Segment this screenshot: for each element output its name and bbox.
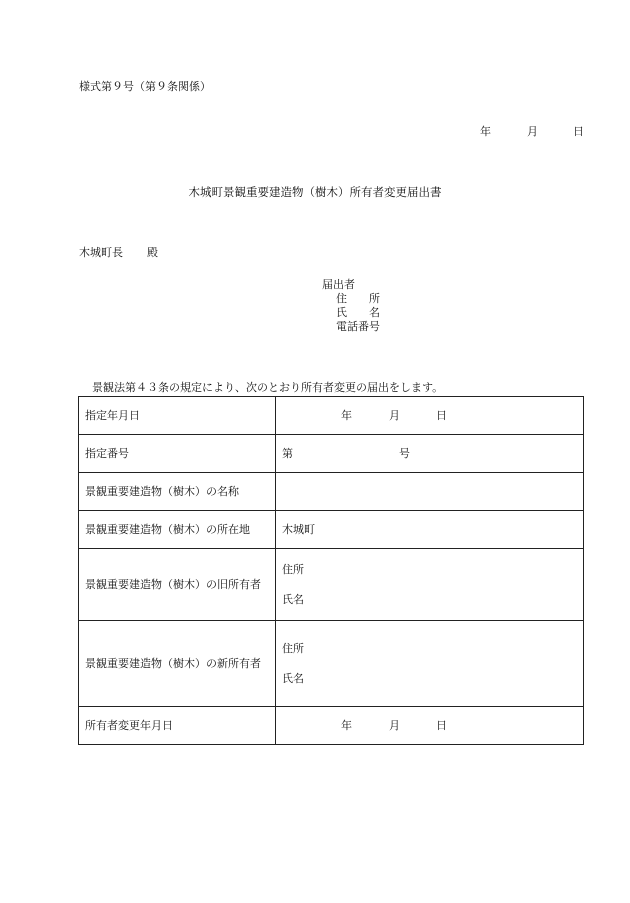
building-name-field[interactable]	[276, 473, 584, 511]
day-label: 日	[436, 409, 447, 422]
applicant-phone-label: 電話番号	[336, 320, 380, 333]
date-year-label: 年	[480, 125, 491, 138]
new-owner-address-label: 住所	[282, 642, 304, 655]
designation-date-label: 指定年月日	[79, 397, 276, 435]
table-row	[79, 707, 584, 745]
number-suffix: 号	[399, 447, 410, 460]
designation-number-label: 指定番号	[79, 435, 276, 473]
form-number: 様式第９号（第９条関係）	[79, 80, 211, 93]
applicant-heading: 届出者	[322, 278, 355, 291]
table-row	[79, 397, 584, 435]
year-label: 年	[341, 409, 352, 422]
table-row	[79, 511, 584, 549]
change-date-label: 所有者変更年月日	[79, 707, 276, 745]
addressee	[79, 247, 158, 258]
building-location-field[interactable]: 木城町	[276, 511, 584, 549]
change-date-field[interactable]	[276, 707, 584, 745]
table-row	[79, 621, 584, 707]
submission-date	[480, 126, 584, 137]
former-owner-name-label: 氏名	[282, 593, 304, 606]
table-row	[79, 473, 584, 511]
former-owner-label: 景観重要建造物（樹木）の旧所有者	[79, 549, 276, 621]
date-month-label: 月	[527, 125, 538, 138]
table-row	[79, 549, 584, 621]
former-owner-address-label: 住所	[282, 563, 304, 576]
designation-date-field[interactable]	[276, 397, 584, 435]
month-label: 月	[389, 719, 400, 732]
building-name-label: 景観重要建造物（樹木）の名称	[79, 473, 276, 511]
building-location-label: 景観重要建造物（樹木）の所在地	[79, 511, 276, 549]
new-owner-name-label: 氏名	[282, 672, 304, 685]
new-owner-label: 景観重要建造物（樹木）の新所有者	[79, 621, 276, 707]
document-title: 木城町景観重要建造物（樹木）所有者変更届出書	[188, 185, 442, 199]
month-label: 月	[389, 409, 400, 422]
intro-text: 景観法第４３条の規定により、次のとおり所有者変更の届出をします。	[92, 381, 444, 394]
designation-number-field[interactable]	[276, 435, 584, 473]
year-label: 年	[341, 719, 352, 732]
applicant-address-label: 住 所	[336, 292, 380, 305]
applicant-name-label: 氏 名	[336, 306, 380, 319]
notification-table	[78, 396, 584, 745]
former-owner-field[interactable]	[276, 549, 584, 621]
table-row	[79, 435, 584, 473]
addressee-name: 木城町長	[79, 246, 123, 259]
day-label: 日	[436, 719, 447, 732]
date-day-label: 日	[573, 125, 584, 138]
addressee-honorific: 殿	[147, 246, 158, 259]
number-prefix: 第	[282, 447, 293, 460]
applicant-block	[322, 278, 380, 334]
new-owner-field[interactable]	[276, 621, 584, 707]
